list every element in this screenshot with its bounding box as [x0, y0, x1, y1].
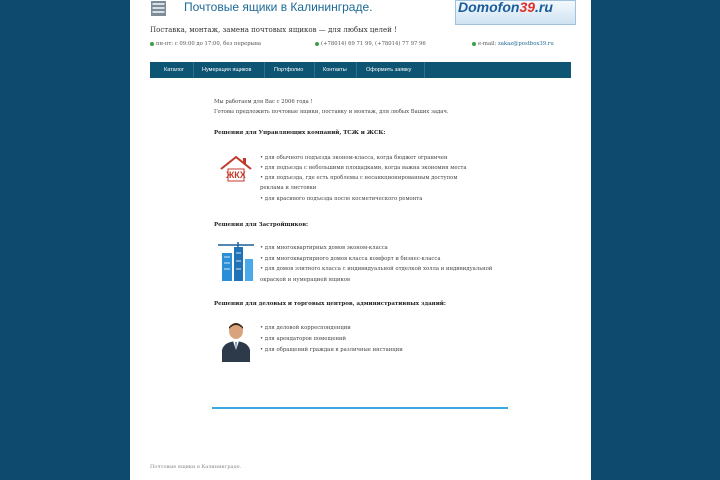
nav-separator: [264, 62, 265, 78]
intro-line-2: Готовы предложить почтовые ящики, поставку и монтаж, для любых Ваших задач.: [214, 109, 449, 115]
content-divider: [212, 407, 508, 409]
list-item: • для обращений граждан в различные инстанции: [260, 347, 403, 353]
nav-item-portfolio[interactable]: Портфолио: [274, 67, 304, 73]
list-item: реклама и листовки: [260, 185, 317, 191]
banner-text-main: Domofon: [458, 0, 520, 15]
nav-separator: [314, 62, 315, 78]
section-heading-business: Решения для деловых и торговых центров, административных зданий:: [214, 301, 446, 307]
housing-icon-label: ЖКХ: [226, 170, 246, 180]
nav-separator: [193, 62, 194, 78]
email-icon: [472, 42, 476, 46]
nav-item-numbering[interactable]: Нумерация ящиков: [202, 67, 252, 73]
hours-info: [150, 41, 261, 47]
main-nav: [150, 62, 571, 78]
intro-line-1: Мы работаем для Вас с 2006 года !: [214, 99, 313, 105]
list-item: • для многоквартирных домов эконом-класса: [260, 245, 388, 251]
banner-text-accent: 39: [519, 0, 536, 15]
building-crane-icon: [216, 241, 256, 283]
list-item: • для красивого подъезда после косметического ремонта: [260, 196, 423, 202]
page-container: [130, 0, 591, 480]
email-label: e-mail:: [478, 41, 497, 47]
nav-item-order[interactable]: Оформить заявку: [366, 67, 412, 73]
nav-separator: [424, 62, 425, 78]
section-heading-management: Решения для Управляющих компаний, ТСЖ и ЖСК:: [214, 130, 386, 136]
list-item: • для подъезда, где есть проблемы с несанкционированным доступом: [260, 175, 458, 181]
list-item: • для деловой корреспонденции: [260, 325, 351, 331]
housing-services-icon: [218, 154, 254, 184]
banner-text-tail: .ru: [535, 0, 553, 15]
site-title[interactable]: Почтовые ящики в Калининграде.: [184, 0, 373, 14]
nav-item-contacts[interactable]: Контакты: [323, 67, 347, 73]
phones-text: (+78014) 69 71 99, (+78014) 77 97 96: [321, 41, 426, 47]
footer-text: Почтовые ящики в Калининграде.: [150, 464, 242, 470]
nav-item-catalog[interactable]: Каталог: [164, 67, 184, 73]
list-item: • для арендаторов помещений: [260, 336, 347, 342]
email-link[interactable]: zakaz@postbox39.ru: [497, 41, 554, 47]
clock-icon: [150, 42, 154, 46]
slogan: Поставка, монтаж, замена почтовых ящиков — для любых целей !: [150, 26, 397, 34]
phone-info: [315, 41, 426, 47]
mailbox-logo-icon: [150, 0, 167, 17]
hours-text: пн-пт: с 09:00 до 17:00, без перерыва: [156, 41, 261, 47]
list-item: • для домов элитного класса с индивидуальной отделкой холла и индивидуальной: [260, 266, 493, 272]
list-item: • для подъезда с небольшими площадками, когда важна экономия места: [260, 165, 467, 171]
businessman-icon: [220, 320, 252, 362]
list-item: • для обычного подъезда эконом-класса, когда бюджет ограничен: [260, 155, 448, 161]
list-item: • для многоквартирного домов класса комфорт и бизнес-класса: [260, 256, 441, 262]
list-item: окраской и нумерацией ящиков: [260, 277, 350, 283]
email-info: [472, 41, 554, 47]
section-heading-developers: Решения для Застройщиков:: [214, 222, 309, 228]
phone-icon: [315, 42, 319, 46]
domofon-banner[interactable]: [455, 0, 576, 25]
nav-separator: [356, 62, 357, 78]
